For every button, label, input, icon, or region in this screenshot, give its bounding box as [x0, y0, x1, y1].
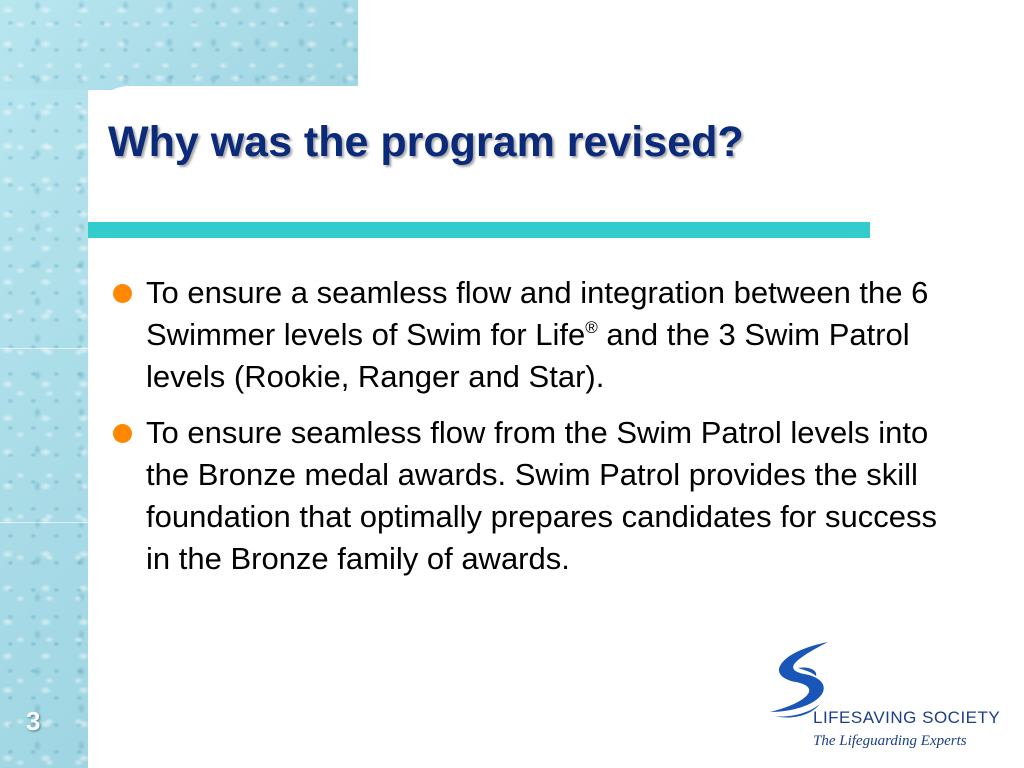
texture-tile-seam [0, 348, 88, 349]
logo-tagline: The Lifeguarding Experts [813, 733, 967, 749]
water-texture-left [0, 0, 88, 768]
bullet-text: To ensure a seamless flow and integration between the 6 Swimmer levels of Swim for Life [146, 275, 929, 352]
bullet-text-continued: and the 3 Swim Patrol levels (Rookie, Ranger and Star). [146, 317, 910, 394]
bullet-dot-icon [113, 284, 132, 303]
logo-name: LIFESAVING SOCIETY [813, 708, 1001, 727]
texture-tile-seam [0, 522, 88, 523]
lifesaving-society-logo [760, 640, 1001, 758]
title-divider [88, 222, 870, 238]
bullet-item [108, 272, 948, 398]
bullet-text: To ensure seamless flow from the Swim Patrol levels into the Bronze medal awards. Swim Patrol provides the skill foundation that optimally prepares candidates for success in the Bronze family of awards. [146, 415, 937, 576]
slide-title: Why was the program revised? [108, 118, 744, 166]
registered-mark: ® [585, 318, 598, 337]
water-texture-top [0, 0, 358, 90]
bullet-item [108, 412, 948, 580]
bullet-list [108, 272, 948, 580]
bullet-dot-icon [113, 424, 132, 443]
slide-number: 3 [26, 706, 41, 736]
